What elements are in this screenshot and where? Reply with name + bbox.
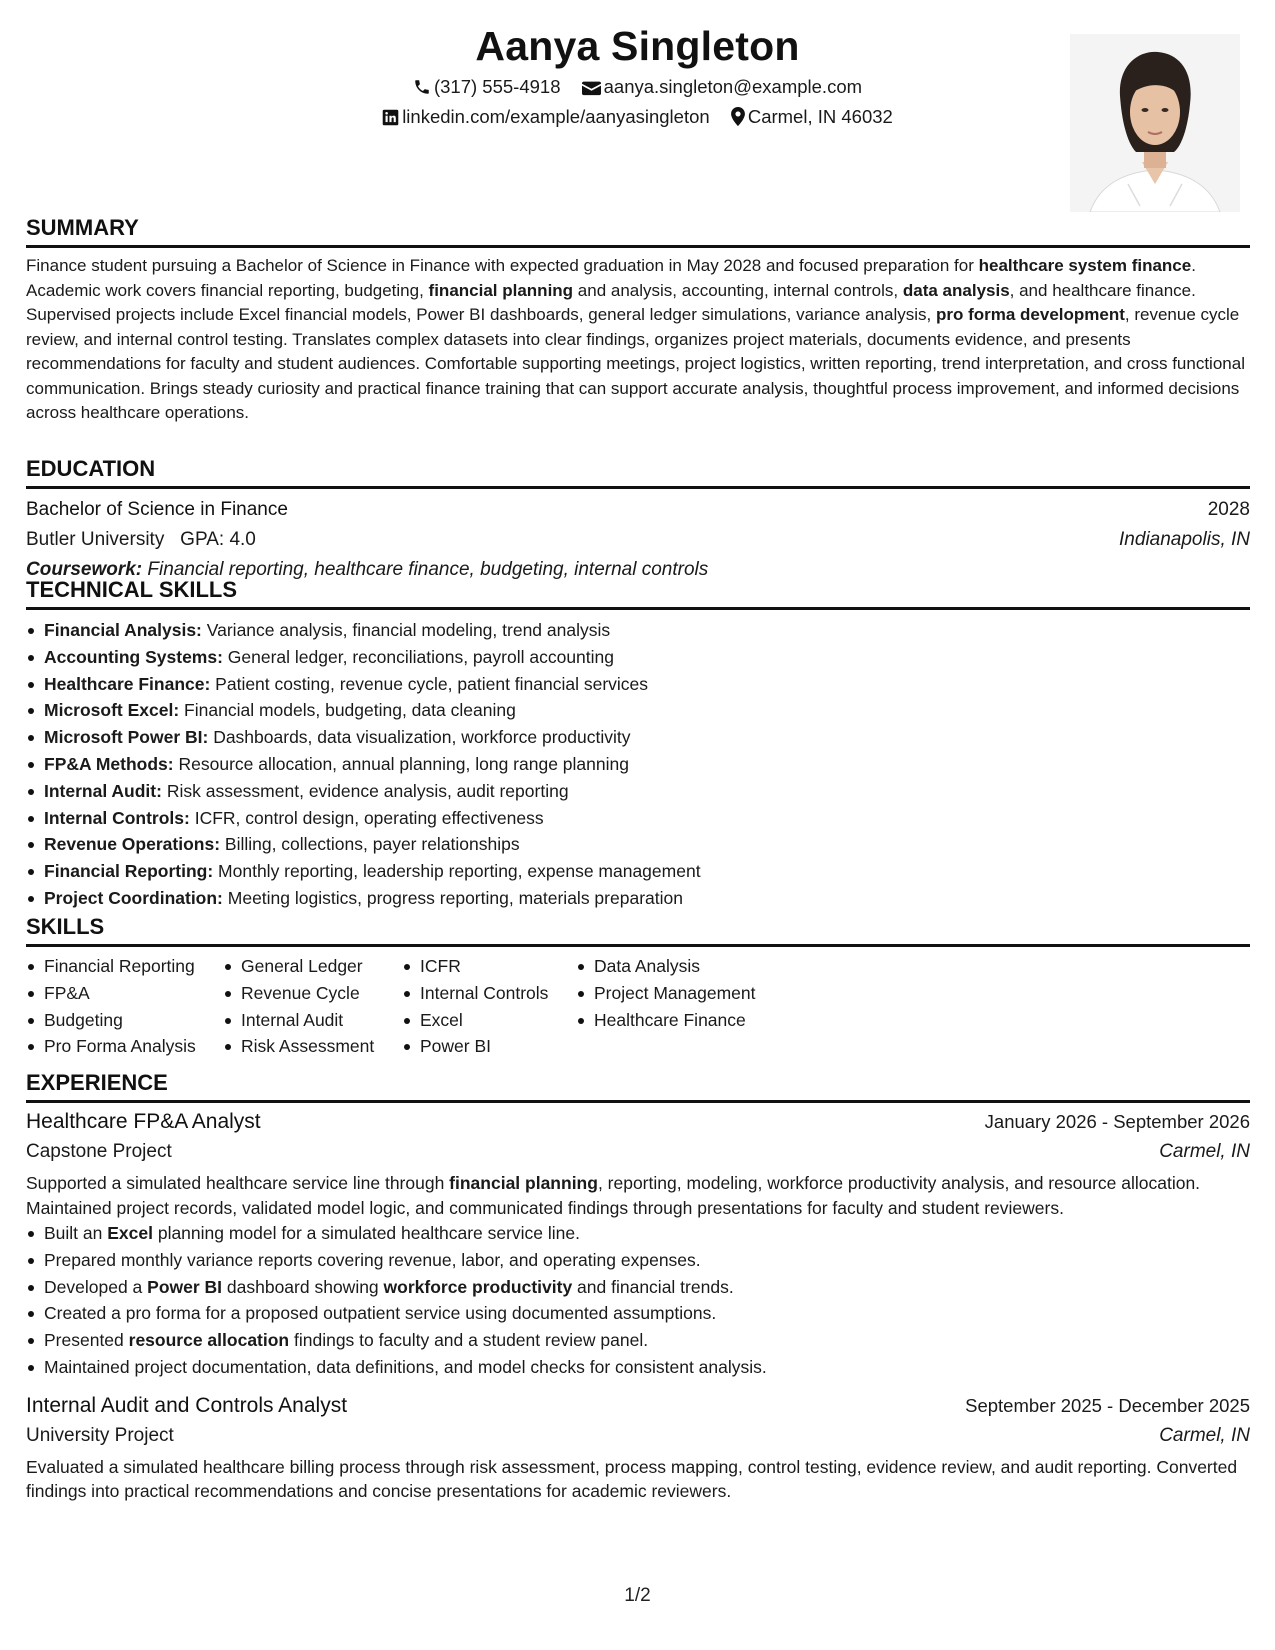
technical-skill-label: Microsoft Power BI: (44, 727, 209, 748)
job-bullet (26, 1247, 1250, 1274)
summary-paragraph (26, 254, 1250, 426)
technical-skill-label: Healthcare Finance: (44, 673, 211, 694)
technical-skill-label: Accounting Systems: (44, 646, 223, 667)
job-description (26, 1171, 1250, 1220)
technical-skills-list (26, 617, 1250, 912)
skills-section (26, 913, 1250, 1060)
skills-column (26, 953, 223, 1060)
summary-segment: financial planning (428, 280, 574, 300)
education-section (26, 455, 1250, 585)
skill-item: Pro Forma Analysis (26, 1033, 223, 1060)
technical-skill-label: Project Coordination: (44, 887, 223, 908)
experience-list (26, 1107, 1250, 1504)
job-bullet-segment: Prepared monthly variance reports covering revenue, labor, and operating expenses. (44, 1249, 701, 1270)
skill-item: Revenue Cycle (223, 980, 402, 1007)
technical-skill-text: Variance analysis, financial modeling, trend analysis (201, 620, 611, 640)
job-bullet-segment: Created a pro forma for a proposed outpatient service using documented assumptions. (44, 1303, 717, 1324)
education-heading: EDUCATION (26, 455, 1250, 489)
skill-item: Data Analysis (576, 953, 776, 980)
education-degree-row (26, 495, 1250, 525)
technical-skill-item (26, 644, 1250, 671)
job-bullet-segment: workforce productivity (383, 1276, 573, 1297)
summary-segment: . Academic work covers financial reporting, budgeting, (26, 256, 1196, 300)
candidate-name: Aanya Singleton (475, 23, 800, 69)
skill-item: Power BI (402, 1033, 576, 1060)
job-bullet (26, 1300, 1250, 1327)
skills-grid (26, 953, 1250, 1060)
phone-contact (413, 72, 561, 102)
skills-heading: SKILLS (26, 913, 1250, 947)
technical-skill-item (26, 751, 1250, 778)
envelope-icon (582, 80, 601, 96)
school-info (26, 525, 256, 555)
job-bullet-segment: planning model for a simulated healthcare service line. (152, 1223, 581, 1243)
job-org-row (26, 1421, 1250, 1451)
skill-item: Healthcare Finance (576, 1007, 776, 1034)
technical-skill-item (26, 885, 1250, 912)
technical-skill-text: Dashboards, data visualization, workforce productivity (208, 727, 631, 748)
job-description-segment: Evaluated a simulated healthcare billing process through risk assessment, process mapping, control testing, evidence review, and audit reporting. Converted findings into practical recommendations and concise presentations for academic reviewers. (26, 1456, 1238, 1502)
job-location: Carmel, IN (1159, 1424, 1250, 1446)
job-bullet (26, 1220, 1250, 1247)
technical-skill-label: Microsoft Excel: (44, 700, 180, 721)
profile-photo (1070, 34, 1240, 212)
skill-item: Risk Assessment (223, 1033, 402, 1060)
job-bullet (26, 1354, 1250, 1381)
job-org-row (26, 1137, 1250, 1167)
technical-skill-text: General ledger, reconciliations, payroll accounting (222, 646, 614, 667)
summary-segment: and analysis, accounting, internal controls, (573, 280, 903, 300)
phone-icon (413, 78, 431, 96)
location-contact (731, 102, 893, 132)
job-description-segment: , reporting, modeling, workforce productivity analysis, and resource allocation. Maintained project records, validated model logic, and communicated findings through presentations for faculty and student reviewers. (26, 1173, 1201, 1218)
summary-segment: pro forma development (935, 305, 1125, 324)
skill-item: Internal Audit (223, 1007, 402, 1034)
technical-skill-text: Resource allocation, annual planning, long range planning (173, 753, 629, 774)
job-organization: University Project (26, 1424, 174, 1446)
education-entry (26, 495, 1250, 585)
job-description (26, 1455, 1250, 1504)
skill-item: Financial Reporting (26, 953, 223, 980)
summary-heading: SUMMARY (26, 214, 1250, 248)
job-bullet-segment: and financial trends. (572, 1276, 734, 1297)
skill-item: Internal Controls (402, 980, 576, 1007)
skill-item: Project Management (576, 980, 776, 1007)
technical-skill-item (26, 697, 1250, 724)
job-description-segment: Supported a simulated healthcare service line through (26, 1173, 450, 1193)
job-bullet (26, 1274, 1250, 1301)
school-name: Butler University (26, 529, 165, 550)
technical-skill-label: Revenue Operations: (44, 834, 221, 855)
portrait-image (1070, 34, 1240, 212)
technical-skill-item (26, 617, 1250, 644)
gpa: GPA: 4.0 (180, 529, 256, 550)
skill-item: FP&A (26, 980, 223, 1007)
technical-skill-item (26, 724, 1250, 751)
map-pin-icon (731, 107, 745, 126)
job-bullets (26, 1220, 1250, 1381)
degree-name: Bachelor of Science in Finance (26, 499, 288, 520)
experience-heading: EXPERIENCE (26, 1069, 1250, 1103)
job-bullet-segment: findings to faculty and a student review panel. (289, 1330, 649, 1351)
technical-skill-text: Billing, collections, payer relationships (220, 834, 520, 855)
education-school-row (26, 525, 1250, 555)
technical-skill-label: FP&A Methods: (44, 753, 174, 774)
job-bullet-segment: resource allocation (128, 1330, 290, 1351)
technical-skill-item (26, 831, 1250, 858)
technical-skill-text: Patient costing, revenue cycle, patient financial services (210, 673, 649, 694)
skill-item: Excel (402, 1007, 576, 1034)
job-title-row (26, 1107, 1250, 1137)
technical-skill-item (26, 778, 1250, 805)
experience-section (26, 1069, 1250, 1504)
coursework-text: Financial reporting, healthcare finance, budgeting, internal controls (147, 559, 709, 580)
skills-column (223, 953, 402, 1060)
skill-item: ICFR (402, 953, 576, 980)
technical-skill-label: Internal Controls: (44, 807, 190, 828)
job-location: Carmel, IN (1159, 1141, 1250, 1162)
skill-item: Budgeting (26, 1007, 223, 1034)
summary-segment: healthcare system finance (978, 256, 1192, 275)
job-bullet-segment: Presented (44, 1330, 129, 1351)
technical-skill-text: ICFR, control design, operating effectiveness (189, 807, 544, 828)
location-text: Carmel, IN 46032 (747, 106, 893, 127)
graduation-year: 2028 (1207, 499, 1250, 520)
coursework-label: Coursework: (26, 559, 143, 580)
summary-segment: data analysis (902, 280, 1010, 300)
linkedin-icon (382, 109, 399, 126)
job-description-segment: financial planning (449, 1173, 598, 1193)
skills-column (576, 953, 776, 1060)
job-dates: September 2025 - December 2025 (965, 1394, 1250, 1416)
technical-skill-item (26, 671, 1250, 698)
experience-entry (26, 1391, 1250, 1504)
technical-skill-text: Meeting logistics, progress reporting, materials preparation (222, 887, 683, 908)
job-bullet-segment: Maintained project documentation, data definitions, and model checks for consistent analysis. (44, 1356, 767, 1377)
job-bullet (26, 1327, 1250, 1354)
summary-segment: , and healthcare finance. Supervised projects include Excel financial models, Power BI dashboards, general ledger simulations, variance analysis, (26, 280, 1196, 324)
email-text[interactable]: aanya.singleton@example.com (603, 76, 863, 97)
job-organization: Capstone Project (26, 1141, 172, 1162)
technical-skill-label: Financial Reporting: (44, 861, 214, 882)
phone-text: (317) 555-4918 (433, 76, 561, 97)
job-bullet-segment: Built an (44, 1223, 108, 1243)
summary-section (26, 214, 1250, 426)
skills-column (402, 953, 576, 1060)
summary-segment: Finance student pursuing a Bachelor of Science in Finance with expected graduation in May 2028 and focused preparation for (26, 256, 979, 275)
job-title: Internal Audit and Controls Analyst (26, 1393, 348, 1417)
summary-segment: , revenue cycle review, and internal control testing. Translates complex datasets into clear findings, organizes project materials, documents evidence, and presents recommendations for faculty and student audiences. Comfortable supporting meetings, project logistics, written reporting, trend interpretation, and cross functional communication. Brings steady curiosity and practical finance training that can support accurate analysis, thoughtful process improvement, and informed decisions across healthcare operations. (26, 305, 1245, 422)
job-title: Healthcare FP&A Analyst (26, 1110, 261, 1133)
school-location: Indianapolis, IN (1119, 529, 1250, 550)
job-bullet-segment: Excel (107, 1223, 153, 1243)
technical-skill-text: Monthly reporting, leadership reporting, expense management (213, 861, 701, 882)
email-contact[interactable] (582, 72, 862, 102)
job-bullet-segment: Developed a (44, 1276, 148, 1297)
technical-skills-heading: TECHNICAL SKILLS (26, 576, 1250, 610)
technical-skill-item (26, 858, 1250, 885)
job-dates: January 2026 - September 2026 (984, 1111, 1250, 1132)
job-bullet-segment: dashboard showing (222, 1276, 384, 1297)
technical-skills-section (26, 576, 1250, 912)
technical-skill-item (26, 805, 1250, 832)
technical-skill-text: Financial models, budgeting, data cleaning (179, 700, 516, 721)
job-title-row (26, 1391, 1250, 1421)
page-number: 1/2 (624, 1585, 651, 1606)
linkedin-contact[interactable] (382, 102, 710, 132)
technical-skill-label: Internal Audit: (44, 780, 162, 801)
experience-entry (26, 1107, 1250, 1381)
technical-skill-label: Financial Analysis: (44, 620, 202, 640)
technical-skill-text: Risk assessment, evidence analysis, audit reporting (161, 780, 569, 801)
job-bullet-segment: Power BI (147, 1276, 223, 1297)
linkedin-text[interactable]: linkedin.com/example/aanyasingleton (402, 106, 710, 127)
skill-item: General Ledger (223, 953, 402, 980)
